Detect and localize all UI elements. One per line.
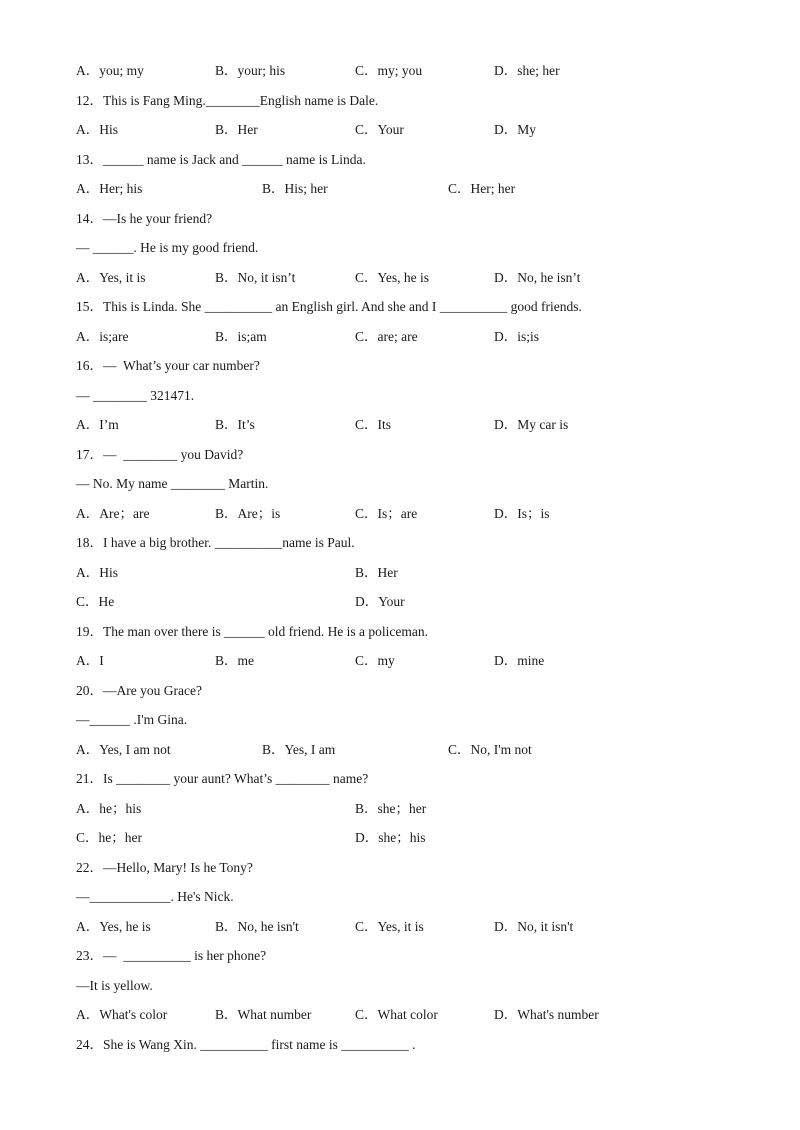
answer-option: A．is;are bbox=[76, 329, 129, 344]
answer-option: B．No, he isn't bbox=[215, 919, 299, 934]
answer-option: A．Yes, I am not bbox=[76, 742, 171, 757]
answer-option: B．No, it isn’t bbox=[215, 270, 296, 285]
answer-option: D．No, it isn't bbox=[494, 919, 574, 934]
answer-option: D．she; her bbox=[494, 63, 560, 78]
answer-option: A．I bbox=[76, 653, 104, 668]
question-text: 23．— __________ is her phone? bbox=[76, 948, 267, 963]
answer-option: C．Is；are bbox=[355, 506, 418, 521]
answer-option: A．I’m bbox=[76, 417, 119, 432]
question-text: —____________. He's Nick. bbox=[76, 889, 234, 904]
answer-option: D．she；his bbox=[355, 830, 426, 845]
answer-option: C．No, I'm not bbox=[448, 742, 532, 757]
question-text: 24．She is Wang Xin. __________ first name is __________ . bbox=[76, 1037, 416, 1052]
answer-option: C．Her; her bbox=[448, 181, 516, 196]
answer-option: D．My bbox=[494, 122, 537, 137]
answer-option: A．His bbox=[76, 122, 119, 137]
answer-option: C．my bbox=[355, 653, 395, 668]
answer-option: B．Her bbox=[355, 565, 398, 580]
answer-option: A．Are；are bbox=[76, 506, 150, 521]
answer-option: B．What number bbox=[215, 1007, 312, 1022]
question-text: 15．This is Linda. She __________ an English girl. And she and I __________ good friends. bbox=[76, 299, 582, 314]
question-text: 13．______ name is Jack and ______ name is Linda. bbox=[76, 152, 366, 167]
answer-option: D．No, he isn’t bbox=[494, 270, 581, 285]
question-text: — ______. He is my good friend. bbox=[76, 240, 259, 255]
question-text: 16．— What’s your car number? bbox=[76, 358, 260, 373]
answer-option: B．she；her bbox=[355, 801, 427, 816]
answer-option: B．me bbox=[215, 653, 254, 668]
question-text: —It is yellow. bbox=[76, 978, 153, 993]
answer-option: C．Your bbox=[355, 122, 404, 137]
question-text: — ________ 321471. bbox=[76, 388, 195, 403]
answer-option: D．What's number bbox=[494, 1007, 599, 1022]
question-text: —______ .I'm Gina. bbox=[76, 712, 188, 727]
answer-option: A．Her; his bbox=[76, 181, 143, 196]
answer-option: D．My car is bbox=[494, 417, 569, 432]
answer-option: A．you; my bbox=[76, 63, 144, 78]
question-text: 21．Is ________ your aunt? What’s ________ name? bbox=[76, 771, 369, 786]
answer-option: D．is;is bbox=[494, 329, 540, 344]
answer-option: D．mine bbox=[494, 653, 545, 668]
answer-option: B．Are；is bbox=[215, 506, 281, 521]
question-text: 14．—Is he your friend? bbox=[76, 211, 213, 226]
answer-option: C．He bbox=[76, 594, 115, 609]
answer-option: B．It’s bbox=[215, 417, 255, 432]
answer-option: B．your; his bbox=[215, 63, 286, 78]
answer-option: B．Her bbox=[215, 122, 258, 137]
answer-option: A．Yes, it is bbox=[76, 270, 146, 285]
question-text: — No. My name ________ Martin. bbox=[76, 476, 269, 491]
answer-option: C．What color bbox=[355, 1007, 438, 1022]
answer-option: C．my; you bbox=[355, 63, 423, 78]
answer-option: D．Is；is bbox=[494, 506, 550, 521]
answer-option: C．he；her bbox=[76, 830, 142, 845]
answer-option: C．are; are bbox=[355, 329, 418, 344]
answer-option: D．Your bbox=[355, 594, 405, 609]
question-text: 12．This is Fang Ming.________English name is Dale. bbox=[76, 93, 379, 108]
question-text: 18．I have a big brother. __________name is Paul. bbox=[76, 535, 355, 550]
question-text: 22．—Hello, Mary! Is he Tony? bbox=[76, 860, 253, 875]
answer-option: B．Yes, I am bbox=[262, 742, 336, 757]
answer-option: A．His bbox=[76, 565, 119, 580]
question-text: 20．—Are you Grace? bbox=[76, 683, 202, 698]
answer-option: B．is;am bbox=[215, 329, 267, 344]
answer-option: C．Yes, he is bbox=[355, 270, 430, 285]
answer-option: C．Yes, it is bbox=[355, 919, 424, 934]
answer-option: A．he；his bbox=[76, 801, 142, 816]
answer-option: B．His; her bbox=[262, 181, 328, 196]
answer-option: C．Its bbox=[355, 417, 392, 432]
answer-option: A．Yes, he is bbox=[76, 919, 151, 934]
question-text: 19．The man over there is ______ old friend. He is a policeman. bbox=[76, 624, 429, 639]
answer-option: A．What's color bbox=[76, 1007, 168, 1022]
question-text: 17．— ________ you David? bbox=[76, 447, 244, 462]
